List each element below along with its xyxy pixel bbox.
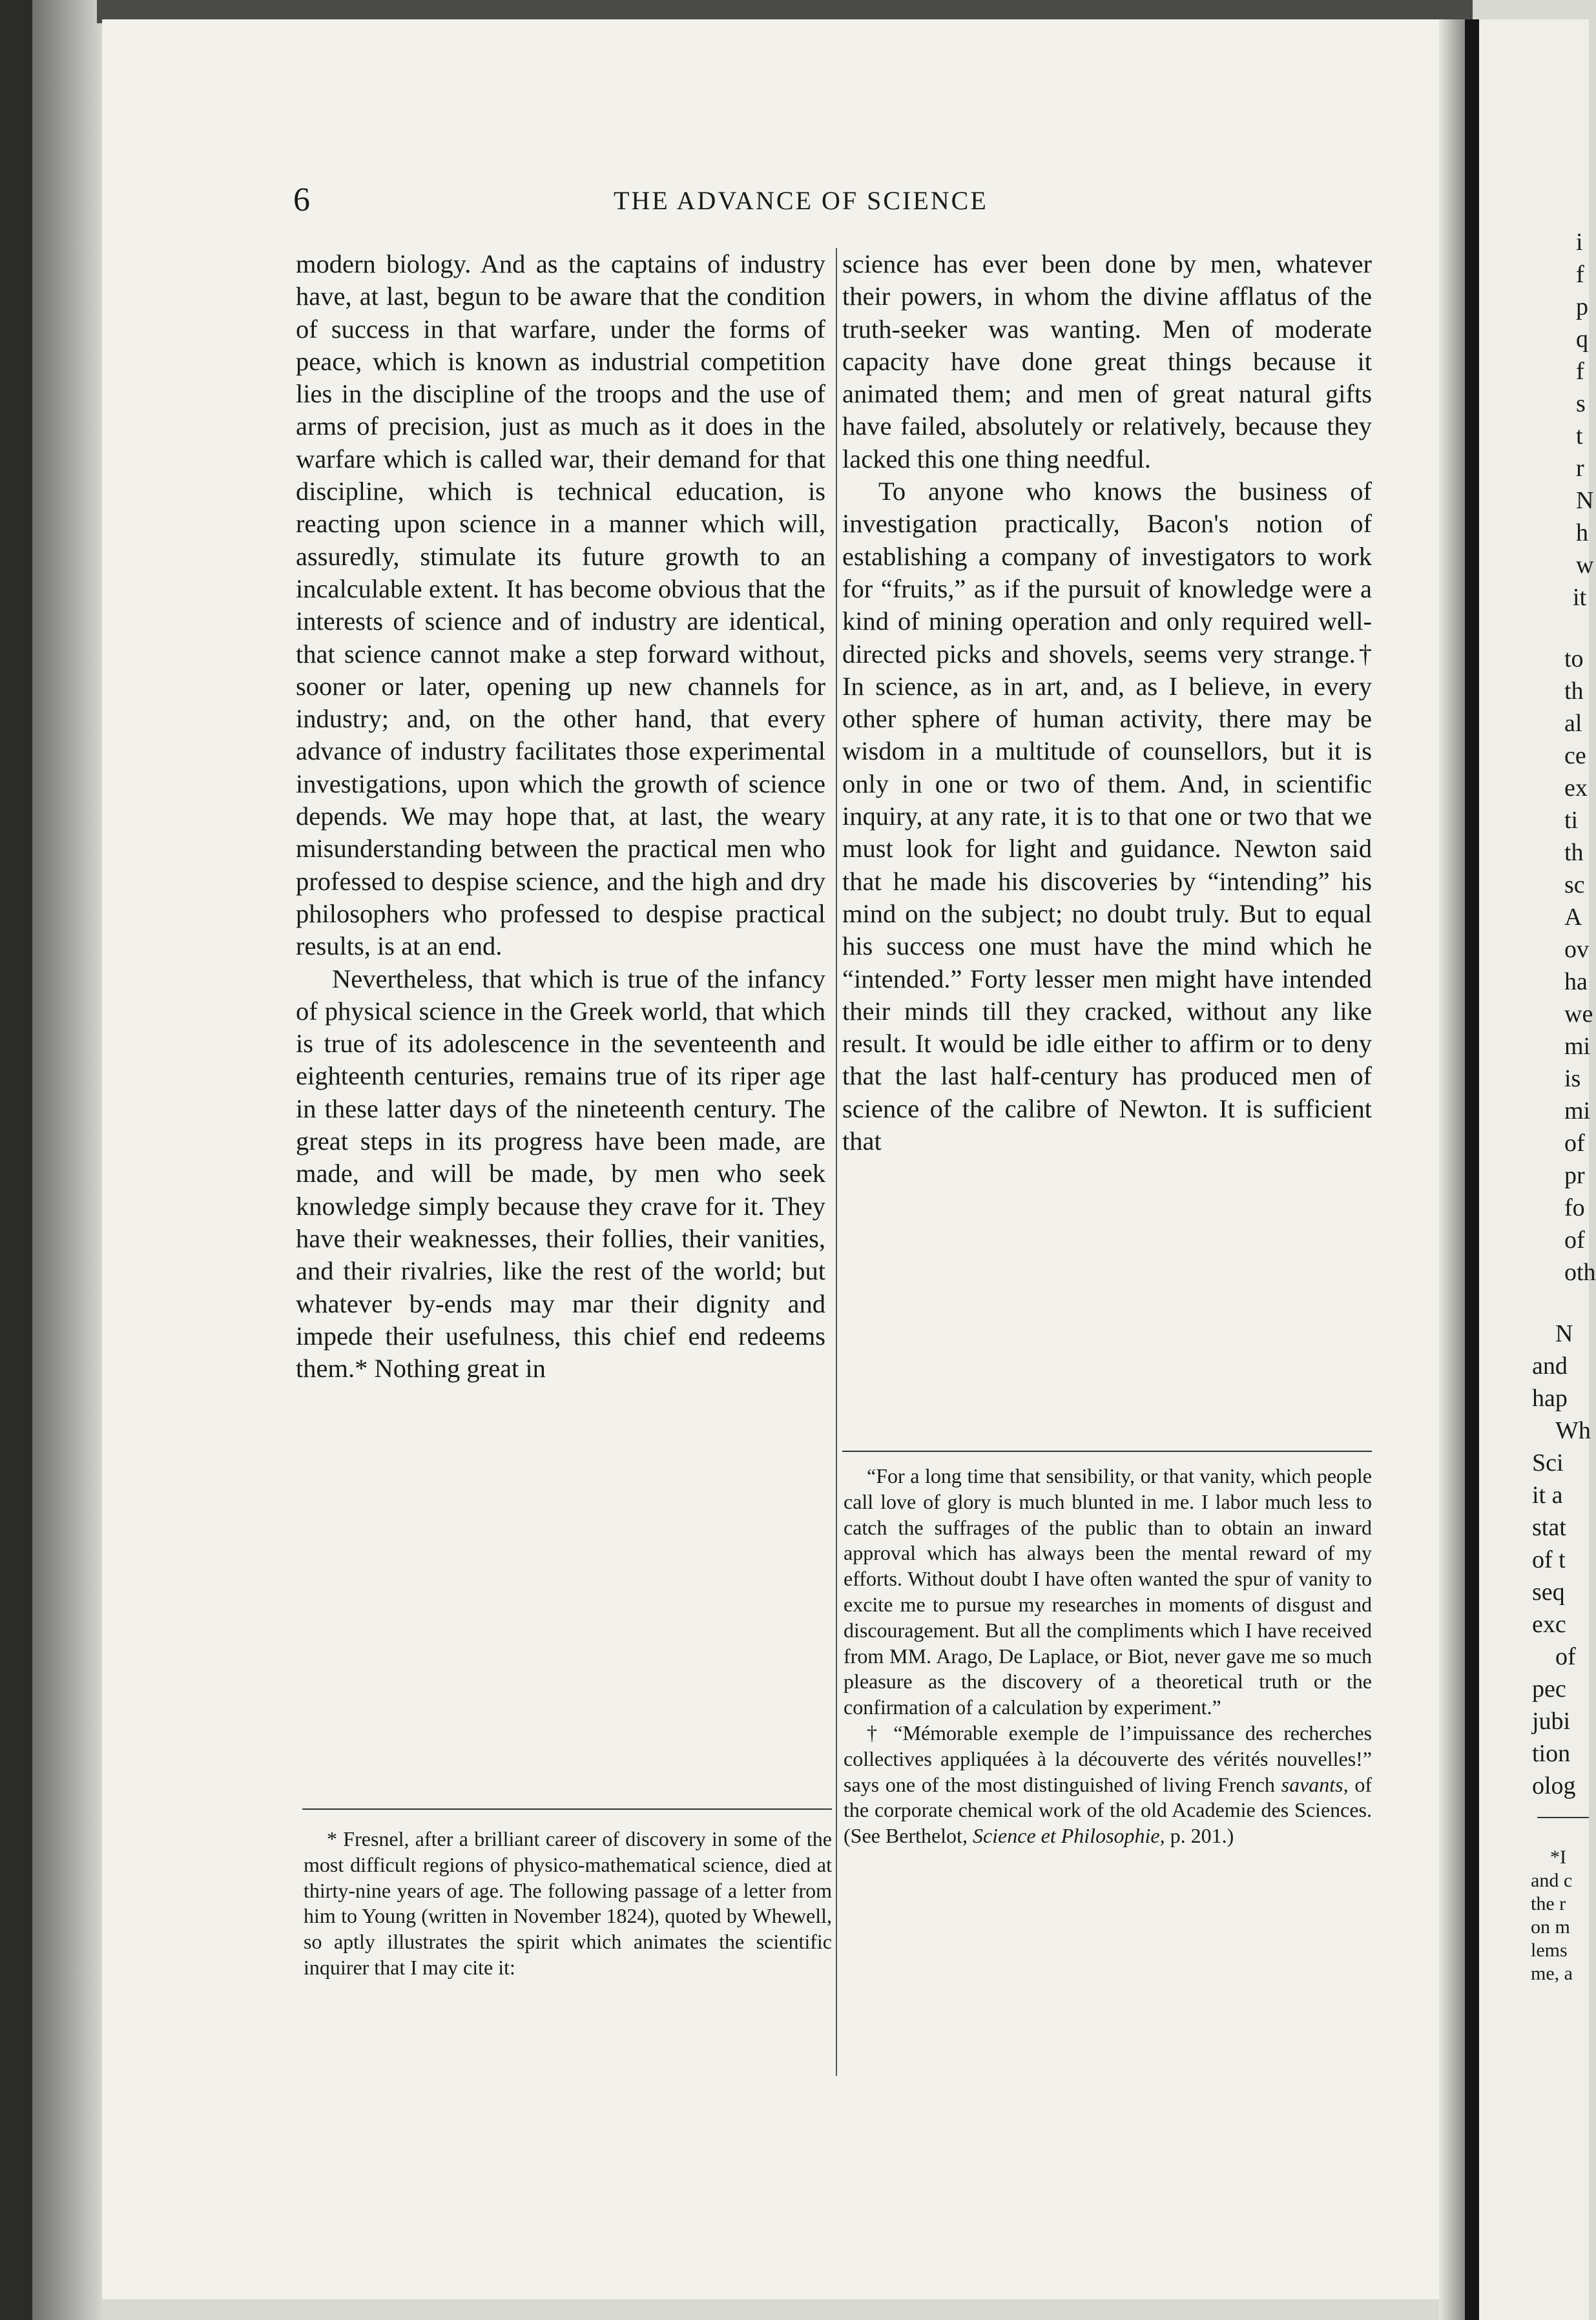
adjacent-page-line-fragment: ha (1564, 968, 1588, 995)
adjacent-page-line-fragment: p (1576, 293, 1588, 320)
footnote-fresnel-quote: “For a long time that sensibility, or that vanity, which people call love of glory is much blunted in me. I labor much less to catch the suffrages of the public than to obtain an inward approval which has always been the mental reward of my efforts. Without doubt I have often wanted the spur of vanity to excite me to pursue my researches in moments of disgust and discouragement. But all the compliments which I have received from MM. Arago, De Laplace, or Biot, never gave me so much pleasure as the discovery of a theoretical truth or the confirmation of a calculation by experiment.” (844, 1464, 1372, 1719)
footnotes-right (844, 1464, 1372, 1849)
column-divider (836, 248, 837, 2076)
adjacent-page-line-fragment: f (1576, 358, 1584, 385)
adjacent-page-line-fragment: q (1576, 326, 1588, 353)
adjacent-page-line-fragment: ex (1564, 774, 1588, 802)
adjacent-page-line-fragment: oth (1564, 1259, 1596, 1286)
page-number: 6 (293, 181, 310, 218)
adjacent-page-line-fragment: Wh (1555, 1417, 1591, 1444)
footnote-dagger-text: † “Mémorable exemple de l’impuissance des recherches collectives appliquées à la découverte des vérités nouvelles!” says one of the most distinguished of living French (844, 1721, 1372, 1796)
gutter-bar (1465, 19, 1479, 2320)
adjacent-page-line-fragment: fo (1564, 1194, 1585, 1221)
adjacent-page-line-fragment: to (1564, 645, 1584, 672)
gutter-shadow (1439, 19, 1465, 2320)
adjacent-page-line-fragment: N (1555, 1320, 1573, 1347)
adjacent-page-line-fragment: ov (1564, 936, 1589, 963)
adjacent-page-line-fragment: olog (1532, 1772, 1576, 1799)
adjacent-page-line-fragment: mi (1564, 1097, 1591, 1124)
adjacent-page-footnote-fragment: and c (1531, 1870, 1573, 1891)
adjacent-page-footnote-fragment: on m (1531, 1916, 1570, 1938)
adjacent-page-line-fragment: ce (1564, 742, 1586, 769)
footnote-dagger-book: Science et Philosophie, (972, 1824, 1165, 1848)
footnote-fresnel-intro-text: * Fresnel, after a brilliant career of discovery in some of the most difficult regions of physico-mathematical science, died at thirty-nine years of age. The following passage of a letter from him to Young (written in November 1824), quoted by Whewell, so aptly illustrates the spirit which animates the scientific inquirer that I may cite it: (304, 1827, 832, 1979)
footnote-rule-right (842, 1451, 1372, 1452)
right-paragraph-1: science has ever been done by men, whatever their powers, in whom the divine afflatus of the truth-seeker was wanting. Men of moderate capacity have done great things because it animated them; and men of great natural gifts have failed, absolutely or relatively, because they lacked this one thing needful. (842, 249, 1372, 473)
adjacent-page-line-fragment: f (1576, 261, 1584, 288)
adjacent-page-line-fragment: pr (1564, 1162, 1585, 1189)
adjacent-page-line-fragment: h (1576, 519, 1588, 546)
adjacent-page-line-fragment: A (1564, 904, 1582, 931)
right-column (842, 248, 1372, 1157)
adjacent-page-line-fragment: stat (1532, 1514, 1566, 1541)
footnote-dagger-page: p. 201.) (1170, 1824, 1234, 1848)
adjacent-page-line-fragment: s (1576, 390, 1586, 417)
adjacent-page (1479, 19, 1596, 2320)
footnote-rule-left (302, 1808, 832, 1810)
left-column (296, 248, 825, 1385)
adjacent-page-footnote-fragment: lems (1531, 1940, 1568, 1961)
adjacent-page-line-fragment: it (1573, 584, 1587, 611)
left-paragraph-2: Nevertheless, that which is true of the infancy of physical science in the Greek world, that which is true of its adolescence in the seventeenth and eighteenth centuries, remains true of its riper age in these latter days of the nineteenth century. The great steps in its progress have been made, are made, and will be made, by men who seek knowledge simply because they crave for it. They have their weaknesses, their follies, their vanities, and their rivalries, like the rest of the world; but whatever by-ends may mar their dignity and impede their usefulness, this chief end redeems them.* Nothing great in (296, 964, 825, 1383)
adjacent-page-line-fragment: N (1576, 487, 1594, 514)
adjacent-page-line-fragment: we (1564, 1000, 1593, 1028)
adjacent-page-line-fragment: and (1532, 1352, 1568, 1380)
adjacent-page-line-fragment: of (1555, 1643, 1576, 1670)
adjacent-page-line-fragment: jubi (1532, 1708, 1571, 1735)
adjacent-page-line-fragment: of (1564, 1227, 1585, 1254)
scan-left-edge (0, 0, 32, 2320)
adjacent-page-line-fragment: of t (1532, 1546, 1566, 1573)
adjacent-page-line-fragment: Sci (1532, 1449, 1564, 1476)
adjacent-page-line-fragment: is (1564, 1065, 1581, 1092)
adjacent-page-line-fragment: mi (1564, 1033, 1591, 1060)
adjacent-page-line-fragment: it a (1532, 1482, 1563, 1509)
adjacent-page-line-fragment: ti (1564, 807, 1579, 834)
adjacent-page-footnote-fragment: me, a (1531, 1963, 1573, 1984)
footnote-dagger-savants: savants, (1281, 1772, 1349, 1796)
adjacent-page-line-fragment: w (1576, 552, 1594, 579)
adjacent-page-line-fragment: of (1564, 1130, 1585, 1157)
adjacent-page-line-fragment: seq (1532, 1579, 1565, 1606)
running-head: THE ADVANCE OF SCIENCE (614, 186, 988, 215)
adjacent-page-line-fragment: r (1576, 455, 1584, 482)
adjacent-page-line-fragment: sc (1564, 871, 1585, 898)
adjacent-page-footnote-rule (1537, 1817, 1589, 1818)
adjacent-page-footnote-fragment: *I (1550, 1847, 1566, 1868)
adjacent-page-footnote-fragment: the r (1531, 1893, 1566, 1914)
left-paragraph-1: modern biology. And as the captains of industry have, at last, begun to be aware that the condition of success in that warfare, under the forms of peace, which is known as industrial competition lies in the discipline of the troops and the use of arms of precision, just as much as it does in the warfare which is called war, their demand for that discipline, which is technical education, is reacting upon science in a manner which will, assuredly, stimulate its future growth to an incalculable extent. It has become obvious that the interests of science and of industry are identical, that science cannot make a step forward without, sooner or later, opening up new channels for industry; and, on the other hand, that every advance of industry facilitates those experimental investigations, upon which the growth of science depends. We may hope that, at last, the weary misunderstanding between the practical men who professed to despise science, and the high and dry philosophers who professed to despise practical results, is at an end. (296, 249, 825, 961)
adjacent-page-line-fragment: th (1564, 839, 1584, 866)
adjacent-page-line-fragment: hap (1532, 1385, 1568, 1412)
footnote-fresnel-intro (304, 1827, 832, 1981)
adjacent-page-line-fragment: pec (1532, 1675, 1566, 1703)
footnote-dagger-text2: of the corporate chemical work of the old Academie des Sciences. (See Berthelot, (844, 1772, 1372, 1848)
adjacent-page-line-fragment: t (1576, 422, 1583, 450)
adjacent-page-line-fragment: al (1564, 710, 1582, 737)
adjacent-page-line-fragment: th (1564, 678, 1584, 705)
adjacent-page-line-fragment: exc (1532, 1611, 1566, 1638)
scan-left-shadow (32, 0, 102, 2320)
right-paragraph-2: To anyone who knows the business of investigation practically, Bacon's notion of establishing a company of investigators to work for “fruits,” as if the pursuit of knowledge were a kind of mining operation and only required well-directed picks and shovels, seems very strange.† In science, as in art, and, as I believe, in every other sphere of human activity, there may be wisdom in a multitude of counsellors, but it is only in one or two of them. And, in scientific inquiry, at any rate, it is to that one or two that we must look for light and guidance. Newton said that he made his discoveries by “intending” his mind on the subject; no doubt truly. But to equal his success one must have the mind which he “intended.” Forty lesser men might have intended their minds till they cracked, without any like result. It would be idle either to affirm or to deny that the last half-century has produced men of science of the calibre of Newton. It is sufficient that (842, 477, 1372, 1156)
adjacent-page-line-fragment: i (1576, 229, 1583, 256)
footnote-dagger (844, 1721, 1372, 1849)
adjacent-page-line-fragment: tion (1532, 1740, 1571, 1767)
